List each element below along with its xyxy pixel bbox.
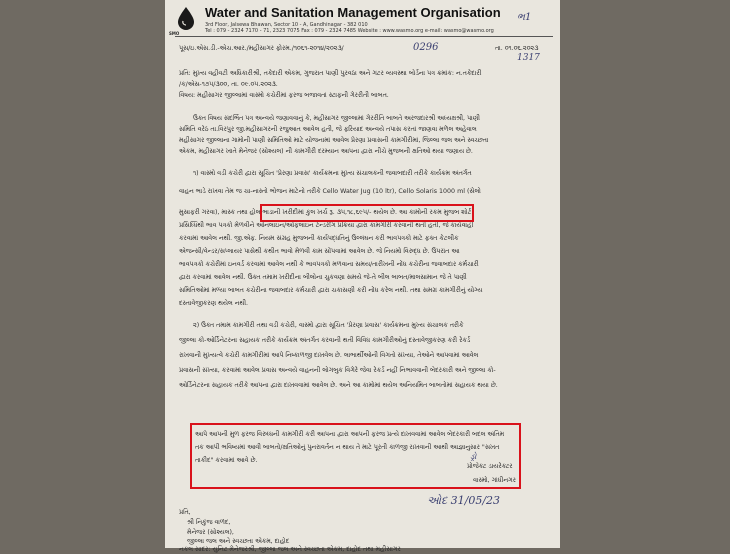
subject-line: /ક/એસ-૧૭૫/૩૦૦, તા. ૦૯.૦૫.૨૦૨૩. [179, 81, 278, 88]
reference-date: તા. ૦૧.૦૬.૨૦૨૩ [495, 45, 539, 52]
body-line: પ્રસિધ્ધિથી ભાવ પત્રકો મેળવીને ઓનલાઇન/ઓફલાઇન ટેન્ડરીંગ પ્રક્રિયા દ્વારા કામગીરી કરવાની થતી હતી, જે કાર્યવાહી [179, 222, 474, 229]
body-line: વાહન ભાડે રાખવા તેમ જ ચા-નાસ્તો ભોજન માટેનો તરીકે Cello Water Jug (10 ltr), Cello Solaris 1000 ml (સેલો [179, 188, 481, 195]
body-line: જીલ્લા કો-ઓર્ડિનેટરના સહાયક તરીકે કાર્યક્રમ અંતર્ગત કરવાની થતી વિવિધ કામગીરીઓનું દસ્તાવેજીકરણ કરી રેકર્ડ [179, 337, 471, 344]
body-line: રાખવાની મુખ્યત્વે કચેરી કામગીરીમાં આપે નિષ્કાળજી દાખવેલ છે. લાભાર્થીઓની વિગતો સંખ્યા, તેઓને આપવામાં આવેલ [179, 352, 479, 359]
body-line: સમિતિઓમાં મળ્યા બાબત કચેરીના જવાબદાર કર્મચારી દ્વારા ચકાસણી કરી નોંધ કરેલ નથી. તથા સમગ્ર કામગીરીનું યોગ્ય [179, 287, 483, 294]
wasmo-logo-icon [175, 6, 197, 30]
highlight-box-conclusion [190, 423, 521, 489]
body-line: મુસાફરી ગરવા), માસ્ક તથા હોલ ભાડાની ખરીદીમાં કુલ ખર્ચ રૂ. ૩૫,૧૮,૬૯૫/- થયેલ છે. આ કામોની રકમ મુજબ શોર્ટ [179, 209, 472, 216]
reference-number: પૂસ/ઇ.એસ.ડી.-એચ.આર./મહીસાગર ફોરમ./૧૦૬૧-૨૦૧૪/૨૦૨૩/ [179, 45, 344, 52]
copy-to-line: નકલ સાદર: યુનિટ મેનેજરશ્રી, જીલ્લા જલ અને સ્વચ્છતા એકમ, દાહોદ તથા મહીસાગર [179, 546, 401, 553]
body-line: કરવામાં આવેલ નથી. જી.એફ. નિયમ સંગ્રહ મુજબની કાર્યપદ્ધતિનું ઉલ્લંઘન કરી ભાવપત્રકો માટે ફક્ત કેટલીક [179, 235, 459, 242]
body-line: દ્વારા કરવામાં આવેલ નથી. ઉક્ત તમામ ખરીદીના બીલોના ચુકવણા સમયે જે-તે બીલ બાબત/માલસામાન જે તે પાણી [179, 274, 467, 281]
conclusion-line: આપે આપની મુળ ફરજ વિરુધ્ધની કામગીરી કરી આપના દ્વારા આપની ફરજ પ્રત્યે દાખવવામાં આવેલ બેદરકારી બદલ અંતિમ [195, 431, 505, 438]
highlight-box-amount [260, 204, 474, 222]
recipient-line: શ્રી નિકુંજ વાળંદ, [187, 519, 231, 526]
subject-line: વિષય: મહીસાગર જીલ્લામાં વાસ્મો કચેરીમાં ફરજ બજાવતાં સ્ટાફની ગેરરીતી બાબત. [179, 92, 389, 99]
address-line-2: Tel : 079 - 2324 7170 - 71, 2323 7075 Fax : 079 - 2324 7485 Website : www.wasmo.org e-mail: wasmo@wasmo.org [205, 28, 494, 34]
body-line: ૧) વાસ્મો વડી કચેરી દ્વારા સૂચિત 'પ્રેરણા પ્રવાસ' કાર્યક્રમના મુખ્ય સંચાલકની જવાબદારી તરીકે કાર્યક્રમ અંતર્ગત [193, 170, 472, 177]
org-name: Water and Sanitation Management Organisation [205, 5, 501, 20]
body-line: એજન્સી/વેન્ડર/સપ્લાયર પાસેથી કથીત ભાવો મેળવી કામ સોંપવામાં આવેલ છે. જે નિયમો વિરુદ્ધ છે. ઉપરાંત આ [179, 248, 460, 255]
body-line: દસ્તાવેજીકરણ થયેલ નથી. [179, 300, 249, 307]
signature-org: વાસ્મો, ગાંધીનગર [473, 477, 516, 484]
body-line: એકમ, મહીસાગર ખાતે મેનેજર (સોશ્યલ) ની કામગીરી દરમ્યાન આપના દ્વારા નીચે મુજબની ક્ષતિઓ થયા જણાય છે. [179, 148, 473, 155]
signature-title: પ્રોજેક્ટ ડાયરેક્ટર [467, 463, 513, 470]
body-line: ઉક્ત વિષય સંદર્ભિત પત્ર અન્વયે જણાવવાનું કે, મહીસાગર જીલ્લામાં ગેરરીતિ બાબતે અરજદારશ્રી અધ્યક્ષશ્રી, પાણી [193, 115, 480, 122]
recipient-line: પ્રતિ, [179, 509, 191, 516]
body-line: પ્રવાસની સંખ્યા, કરવામાં આવેલ પ્રવાસ અન્વયે વાહનની લોગબુક વિગેરે જેવા રેકર્ડ નહીં નિભાવવાની બેદરકારી અને જીલ્લા કો- [179, 367, 496, 374]
reference-date-handwritten: 1317 [517, 53, 540, 63]
signature-initials: ડ્રો [470, 452, 477, 461]
body-line: સમિતિ વરેઠ તા.વિરપુર જી.મહીસાગરની રજુઆત આવેલ હતી, જે ફરિયાદ અન્વયે તપાસ કરતાં જાણવા મળેલ અહેવાલ [179, 126, 477, 133]
recipient-line: જીલ્લા જલ અને સ્વચ્છતા એકમ, દાહોદ [187, 538, 290, 545]
conclusion-line: તક આપી ભવિષ્યમાં આવી બાબતો/ક્ષતિઓનું પુનરાવર્તન ન થાય તે માટે પૂરતી કાળજી રાખવાની આથી આજ્ઞાનુસાર "સખત [195, 444, 500, 451]
body-line: ઓર્ડિનેટરના સહાયક તરીકે આપના દ્વારા દાખવવામાં આવેલ છે. અને આ કામોમાં થયેલ અનિયમિત બાબતોમાં સહાયક થયા છે. [179, 382, 498, 389]
header-divider [175, 36, 553, 37]
signature-handwritten: ઓદ 31/05/23 [427, 494, 501, 507]
reference-number-handwritten: 0296 [413, 42, 439, 53]
recipient-line: મેનેજર (સોશ્યલ), [187, 529, 234, 536]
page-mark: ભ1 [517, 12, 532, 23]
body-line: ૨) ઉક્ત તમામ કામગીરી તથા વડી કચેરી, વાસ્મો દ્વારા સૂચિત 'પ્રેરણા પ્રવાસ' કાર્યક્રમના મુખ્ય સંચાલક તરીકે [193, 322, 464, 329]
subject-line: પ્રતિ: મુખ્ય વહીવટી અધિકારીશ્રી, તકેદારી એકમ, ગુજરાત પાણી પુરવઠા અને ગટર વ્યવસ્થા બોર્ડના પત્ર ક્રમાંક: ન.તકેદારી [179, 70, 482, 77]
address-line-1: 3rd Floor, Jalsewa Bhawan, Sector 10 - A, Gandhinagar - 382 010 [205, 22, 368, 28]
body-line: મહીસાગર જીલ્લાના ગામોની પાણી સમિતિઓ માટે યોજનામાં આવેલ પ્રેરણા પ્રવાસની કામગીરીમાં, જિલ્લા જલ અને સ્વચ્છતા [179, 137, 489, 144]
logo-text: SMO [169, 31, 180, 36]
body-line: ભાવપત્રકો કચેરીમાં ઇનવર્ડ કરવામાં આવેલ નથી કે ભાવપત્રકો મળવાના સમય/તારીખની નોંધ કચેરીના જવાબદાર કર્મચારી [179, 261, 479, 268]
conclusion-line: તાકીદ" કરવામાં આવે છે. [195, 457, 258, 464]
